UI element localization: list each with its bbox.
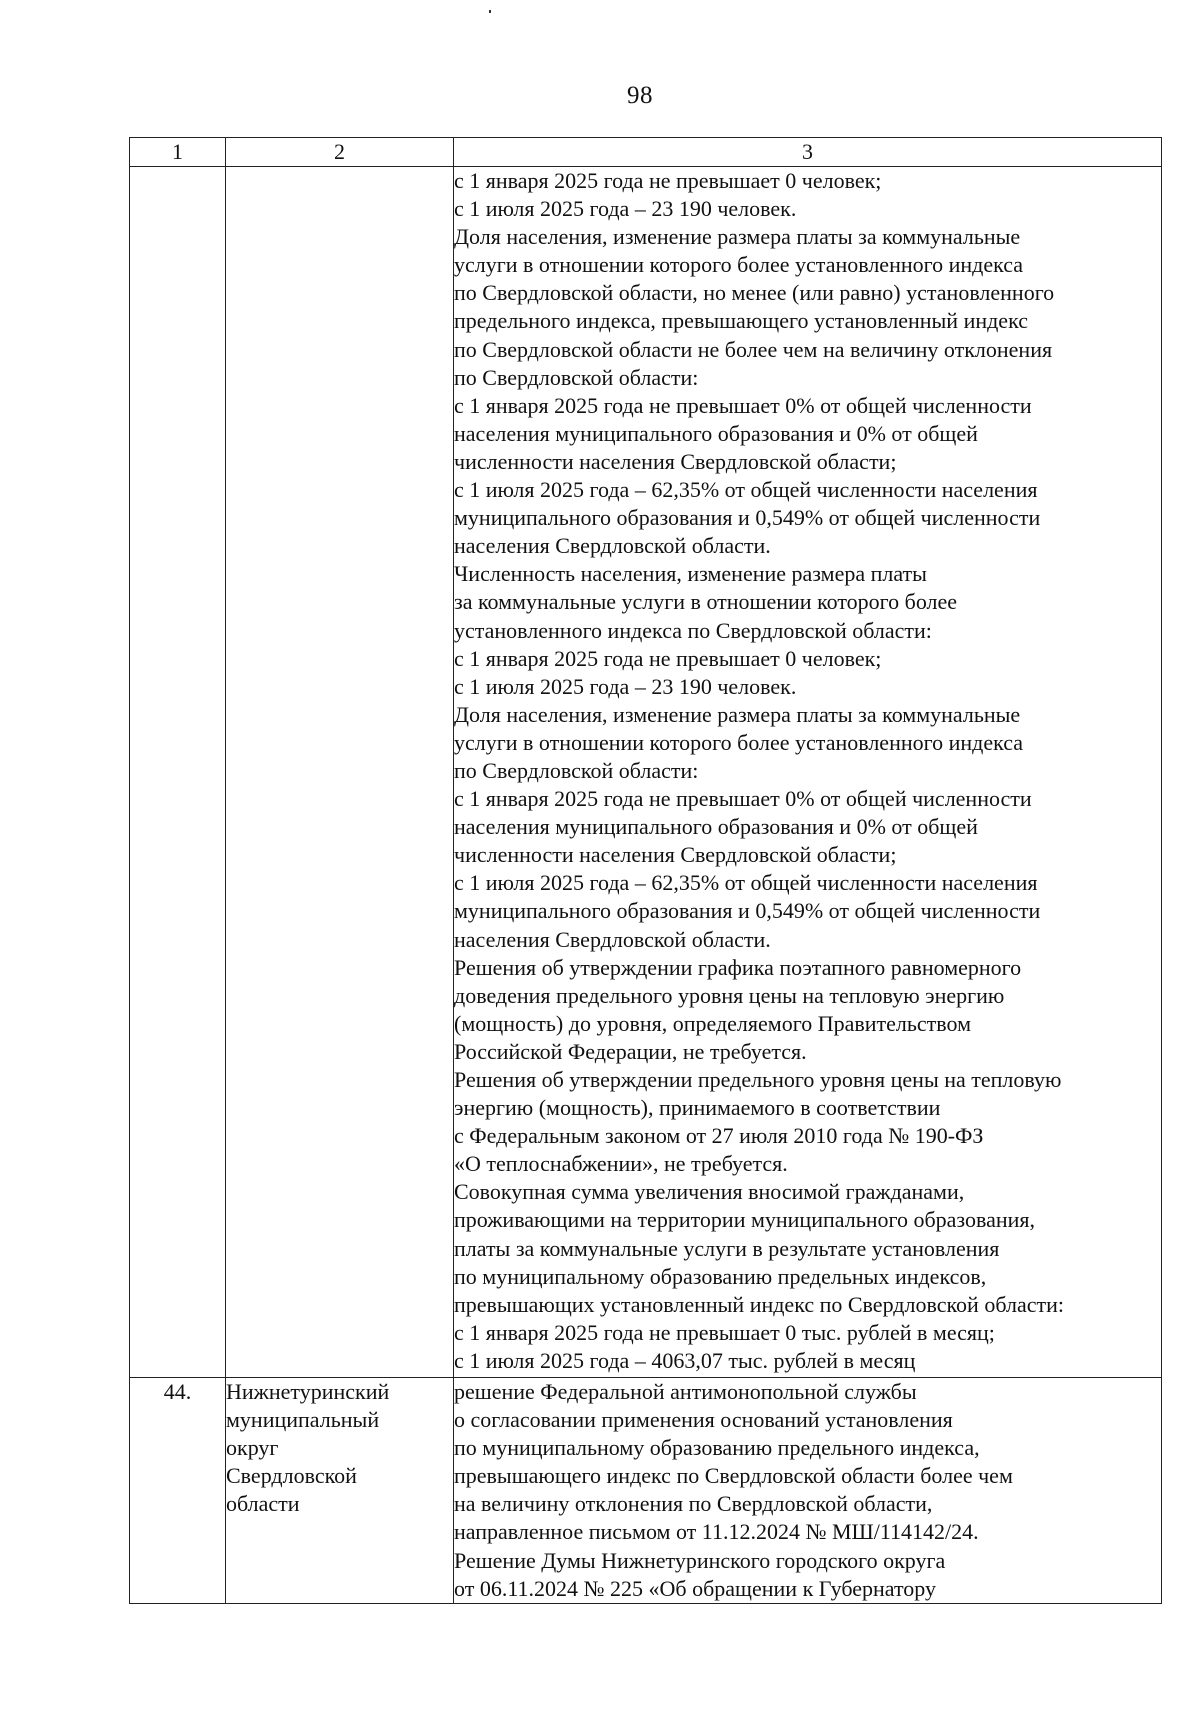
text-line: услуги в отношении которого более установленного индекса — [454, 729, 1024, 755]
text-line: Решения об утверждении предельного уровня цены на тепловую — [454, 1067, 1062, 1092]
text-line: населения Свердловской области. — [454, 926, 771, 952]
text-line: Решение Думы Нижнетуринского городского округа — [454, 1547, 946, 1573]
description-cell — [454, 1378, 1162, 1604]
text-line: населения муниципального образования и 0% от общей — [454, 420, 978, 446]
municipality-name-cell — [226, 167, 454, 1378]
text-line: численности населения Свердловской области; — [454, 842, 897, 868]
text-line: Нижнетуринский — [226, 1379, 390, 1404]
text-line: Свердловской — [226, 1463, 357, 1489]
text-line: платы за коммунальные услуги в результате установления — [454, 1235, 1000, 1261]
text-line: муниципальный — [226, 1407, 380, 1433]
text-line: по Свердловской области, но менее (или равно) установленного — [454, 280, 1055, 306]
text-line: (мощность) до уровня, определяемого Правительством — [454, 1010, 972, 1036]
text-line: населения муниципального образования и 0% от общей — [454, 814, 978, 840]
text-line: решение Федеральной антимонопольной службы — [454, 1379, 917, 1404]
text-line: «О теплоснабжении», не требуется. — [454, 1151, 788, 1177]
text-line: по Свердловской области: — [454, 757, 699, 783]
text-line: с Федеральным законом от 27 июля 2010 года № 190-ФЗ — [454, 1123, 984, 1149]
text-line: доведения предельного уровня цены на тепловую энергию — [454, 982, 1005, 1008]
row-number-cell: 44. — [130, 1378, 226, 1604]
column-header-2: 2 — [226, 138, 454, 167]
text-line: предельного индекса, превышающего установленный индекс — [454, 308, 1028, 334]
text-line: проживающими на территории муниципального образования, — [454, 1207, 1036, 1233]
text-line: с 1 января 2025 года не превышает 0 человек; — [454, 168, 882, 193]
text-line: Решения об утверждении графика поэтапного равномерного — [454, 954, 1022, 980]
text-line: установленного индекса по Свердловской области: — [454, 617, 932, 643]
row-number-cell — [130, 167, 226, 1378]
text-line: муниципального образования и 0,549% от общей численности — [454, 898, 1041, 924]
text-line: на величину отклонения по Свердловской области, — [454, 1491, 933, 1517]
text-line: от 06.11.2024 № 225 «Об обращении к Губернатору — [454, 1575, 937, 1601]
page-number: 98 — [627, 82, 653, 109]
text-line: о согласовании применения оснований установления — [454, 1407, 953, 1433]
text-line: области — [226, 1491, 300, 1517]
table-row — [130, 1378, 1162, 1604]
text-line: муниципального образования и 0,549% от общей численности — [454, 505, 1041, 531]
text-line: услуги в отношении которого более установленного индекса — [454, 252, 1024, 278]
municipality-name-cell — [226, 1378, 454, 1604]
text-line: с 1 июля 2025 года – 23 190 человек. — [454, 673, 797, 699]
text-line: направленное письмом от 11.12.2024 № МШ/114142/24. — [454, 1519, 979, 1545]
column-header-1: 1 — [130, 138, 226, 167]
text-line: с 1 июля 2025 года – 62,35% от общей численности населения — [454, 870, 1038, 896]
table-header-row — [130, 138, 1162, 167]
text-line: превышающего индекс по Свердловской области более чем — [454, 1463, 1013, 1489]
text-line: по муниципальному образованию предельных индексов, — [454, 1263, 987, 1289]
text-line: с 1 января 2025 года не превышает 0% от общей численности — [454, 786, 1032, 812]
text-line: по муниципальному образованию предельного индекса, — [454, 1435, 980, 1461]
text-line: превышающих установленный индекс по Свердловской области: — [454, 1291, 1064, 1317]
text-line: Российской Федерации, не требуется. — [454, 1038, 807, 1064]
text-line: за коммунальные услуги в отношении которого более — [454, 589, 958, 615]
text-line: энергию (мощность), принимаемого в соответствии — [454, 1095, 941, 1121]
text-line: с 1 июля 2025 года – 4063,07 тыс. рублей в месяц — [454, 1347, 916, 1373]
text-line: численности населения Свердловской области; — [454, 448, 897, 474]
text-line: с 1 января 2025 года не превышает 0 человек; — [454, 645, 882, 671]
text-line: округ — [226, 1435, 279, 1461]
text-line: Совокупная сумма увеличения вносимой гражданами, — [454, 1179, 965, 1205]
document-table — [129, 137, 1162, 1604]
scan-speck — [489, 10, 491, 13]
description-cell — [454, 167, 1162, 1378]
text-line: Доля населения, изменение размера платы за коммунальные — [454, 224, 1021, 250]
text-line: по Свердловской области не более чем на величину отклонения — [454, 336, 1053, 362]
text-line: Численность населения, изменение размера платы — [454, 561, 927, 587]
table-row — [130, 167, 1162, 1378]
text-line: с 1 июля 2025 года – 23 190 человек. — [454, 196, 797, 222]
text-line: Доля населения, изменение размера платы за коммунальные — [454, 701, 1021, 727]
text-line: с 1 января 2025 года не превышает 0 тыс. рублей в месяц; — [454, 1319, 995, 1345]
column-header-3: 3 — [454, 138, 1162, 167]
text-line: по Свердловской области: — [454, 364, 699, 390]
text-line: с 1 июля 2025 года – 62,35% от общей численности населения — [454, 477, 1038, 503]
text-line: населения Свердловской области. — [454, 533, 771, 559]
text-line: с 1 января 2025 года не превышает 0% от общей численности — [454, 392, 1032, 418]
